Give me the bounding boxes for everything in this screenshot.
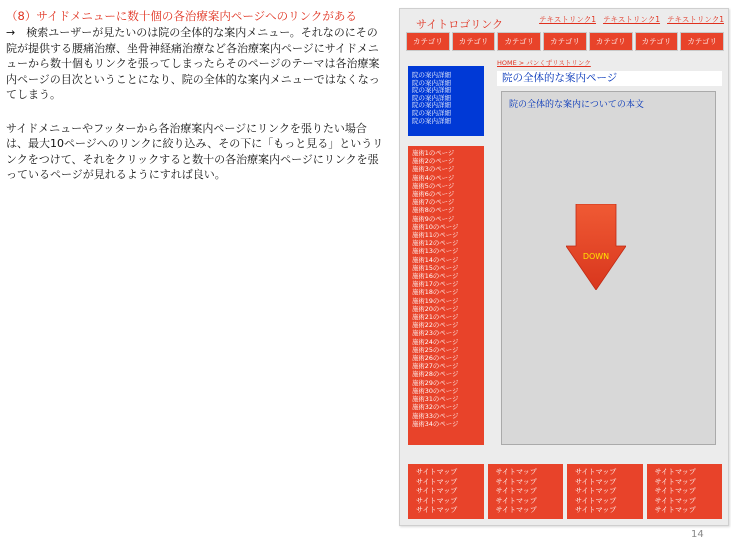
treatment-page-link[interactable]: 施術19のページ [412,296,459,305]
clinic-info-link[interactable]: 院の案内詳細 [412,93,451,102]
sitemap-link[interactable]: サイトマップ [416,487,458,495]
category-nav [407,33,723,50]
text-link[interactable]: テキストリンク1 [667,15,724,24]
sitemap-link[interactable]: サイトマップ [654,496,696,505]
footer-column [488,464,564,519]
treatment-page-link[interactable]: 施術25のページ [412,345,459,354]
sitemap-link[interactable]: サイトマップ [654,468,696,476]
treatment-page-link[interactable]: 施術8のページ [412,206,455,215]
nav-category[interactable]: カテゴリ [544,33,586,50]
treatment-page-link[interactable]: 施術11のページ [412,231,459,240]
nav-category[interactable]: カテゴリ [636,33,678,50]
nav-category[interactable]: カテゴリ [681,33,723,50]
treatment-page-link[interactable]: 施術31のページ [412,395,459,404]
treatment-page-link[interactable]: 施術3のページ [412,165,455,174]
main-body-text: 院の全体的な案内についての本文 [509,100,644,110]
nav-category[interactable]: カテゴリ [453,33,495,50]
treatment-page-link[interactable]: 施術16のページ [412,272,459,281]
treatment-page-link[interactable]: 施術26のページ [412,354,459,363]
nav-category[interactable]: カテゴリ [590,33,632,50]
clinic-info-link[interactable]: 院の案内詳細 [412,108,451,117]
sitemap-link[interactable]: サイトマップ [495,468,537,476]
down-label: DOWN [582,252,610,261]
treatment-page-link[interactable]: 施術24のページ [412,337,459,346]
treatment-page-link[interactable]: 施術34のページ [412,419,459,428]
treatment-page-link[interactable]: 施術27のページ [412,362,459,371]
treatment-page-link[interactable]: 施術2のページ [412,157,455,166]
footer-column [408,464,484,519]
sitemap-link[interactable]: サイトマップ [654,487,696,495]
treatment-page-link[interactable]: 施術9のページ [412,214,455,223]
footer-column [647,464,723,519]
slide-text-section [6,8,384,183]
sitemap-link[interactable]: サイトマップ [575,496,617,505]
treatment-page-link[interactable]: 施術7のページ [412,198,455,207]
clinic-info-link[interactable]: 院の案内詳細 [412,116,451,125]
website-wireframe [399,8,729,526]
page-title: 院の全体的な案内ページ [497,71,722,86]
clinic-info-link[interactable]: 院の案内詳細 [412,78,451,87]
sitemap-link[interactable]: サイトマップ [416,496,458,505]
treatment-page-link[interactable]: 施術30のページ [412,386,459,395]
treatment-page-link[interactable]: 施術32のページ [412,403,459,412]
text-link[interactable]: テキストリンク1 [603,15,661,24]
nav-category[interactable]: カテゴリ [407,33,449,50]
sitemap-link[interactable]: サイトマップ [654,506,696,514]
sitemap-link[interactable]: サイトマップ [575,487,617,495]
sitemap-link[interactable]: サイトマップ [575,477,617,486]
treatment-page-link[interactable]: 施術10のページ [412,222,459,231]
treatment-page-link[interactable]: 施術22のページ [412,321,459,330]
sitemap-link[interactable]: サイトマップ [575,506,617,514]
treatment-page-link[interactable]: 施術33のページ [412,411,459,420]
sitemap-link[interactable]: サイトマップ [575,468,617,476]
treatment-page-link[interactable]: 施術5のページ [412,181,455,190]
treatment-page-link[interactable]: 施術4のページ [412,173,455,182]
sitemap-link[interactable]: サイトマップ [654,477,696,486]
treatment-page-link[interactable]: 施術14のページ [412,255,459,264]
recommendation-paragraph: サイドメニューやフッターから各治療案内ページにリンクを張りたい場合は、最大10ページへのリンクに絞り込み、その下に「もっと見る」というリンクをつけて、それをクリックすると数十の各治療案内ページにリンクを張っているページが見れるようにすれば良い。 [6,121,384,181]
header-text-links [539,14,724,25]
sitemap-link[interactable]: サイトマップ [495,487,537,495]
treatment-page-link[interactable]: 施術20のページ [412,304,459,313]
treatment-page-link[interactable]: 施術13のページ [412,247,459,256]
treatment-page-link[interactable]: 施術21のページ [412,313,459,322]
sitemap-link[interactable]: サイトマップ [495,496,537,505]
treatment-page-link[interactable]: 施術23のページ [412,329,459,338]
clinic-info-link[interactable]: 院の案内詳細 [412,101,451,110]
clinic-info-link[interactable]: 院の案内詳細 [412,86,451,95]
treatment-page-link[interactable]: 施術18のページ [412,288,459,297]
footer-sitemap [408,464,722,519]
treatment-page-link[interactable]: 施術6のページ [412,190,455,199]
treatment-page-link[interactable]: 施術15のページ [412,263,459,272]
footer-column [567,464,643,519]
treatment-page-link[interactable]: 施術29のページ [412,378,459,387]
sitemap-link[interactable]: サイトマップ [495,506,537,514]
clinic-info-link[interactable]: 院の案内詳細 [412,71,451,79]
section-heading: （8）サイドメニューに数十個の各治療案内ページへのリンクがある [6,9,357,23]
sitemap-link[interactable]: サイトマップ [416,506,458,514]
clinic-info-sidebar [408,66,484,136]
treatment-page-link[interactable]: 施術1のページ [412,149,455,157]
sitemap-link[interactable]: サイトマップ [495,477,537,486]
text-link[interactable]: テキストリンク1 [539,15,597,24]
treatment-links-sidebar [408,146,484,445]
nav-category[interactable]: カテゴリ [498,33,540,50]
sitemap-link[interactable]: サイトマップ [416,468,458,476]
treatment-page-link[interactable]: 施術12のページ [412,239,459,248]
explanation-paragraph: → 検索ユーザーが見たいのは院の全体的な案内メニュー。それなのにその院が提供する腰痛治療、坐骨神経痛治療など各治療案内ページにサイドメニューから数十個もリンクを張ってしまったらそのページのテーマは各治療案内ページの目次ということになり、院の全体的な案内メニューではなくなってしまう。 [6,26,380,101]
breadcrumb[interactable]: HOME > パンくずリストリンク [497,59,591,67]
sitemap-link[interactable]: サイトマップ [416,477,458,486]
page-number: 14 [691,529,704,540]
treatment-page-link[interactable]: 施術28のページ [412,370,459,379]
site-logo-link[interactable]: サイトロゴリンク [416,18,504,31]
main-content-area [501,91,716,445]
treatment-page-link[interactable]: 施術17のページ [412,280,459,289]
down-arrow-icon [566,204,626,290]
